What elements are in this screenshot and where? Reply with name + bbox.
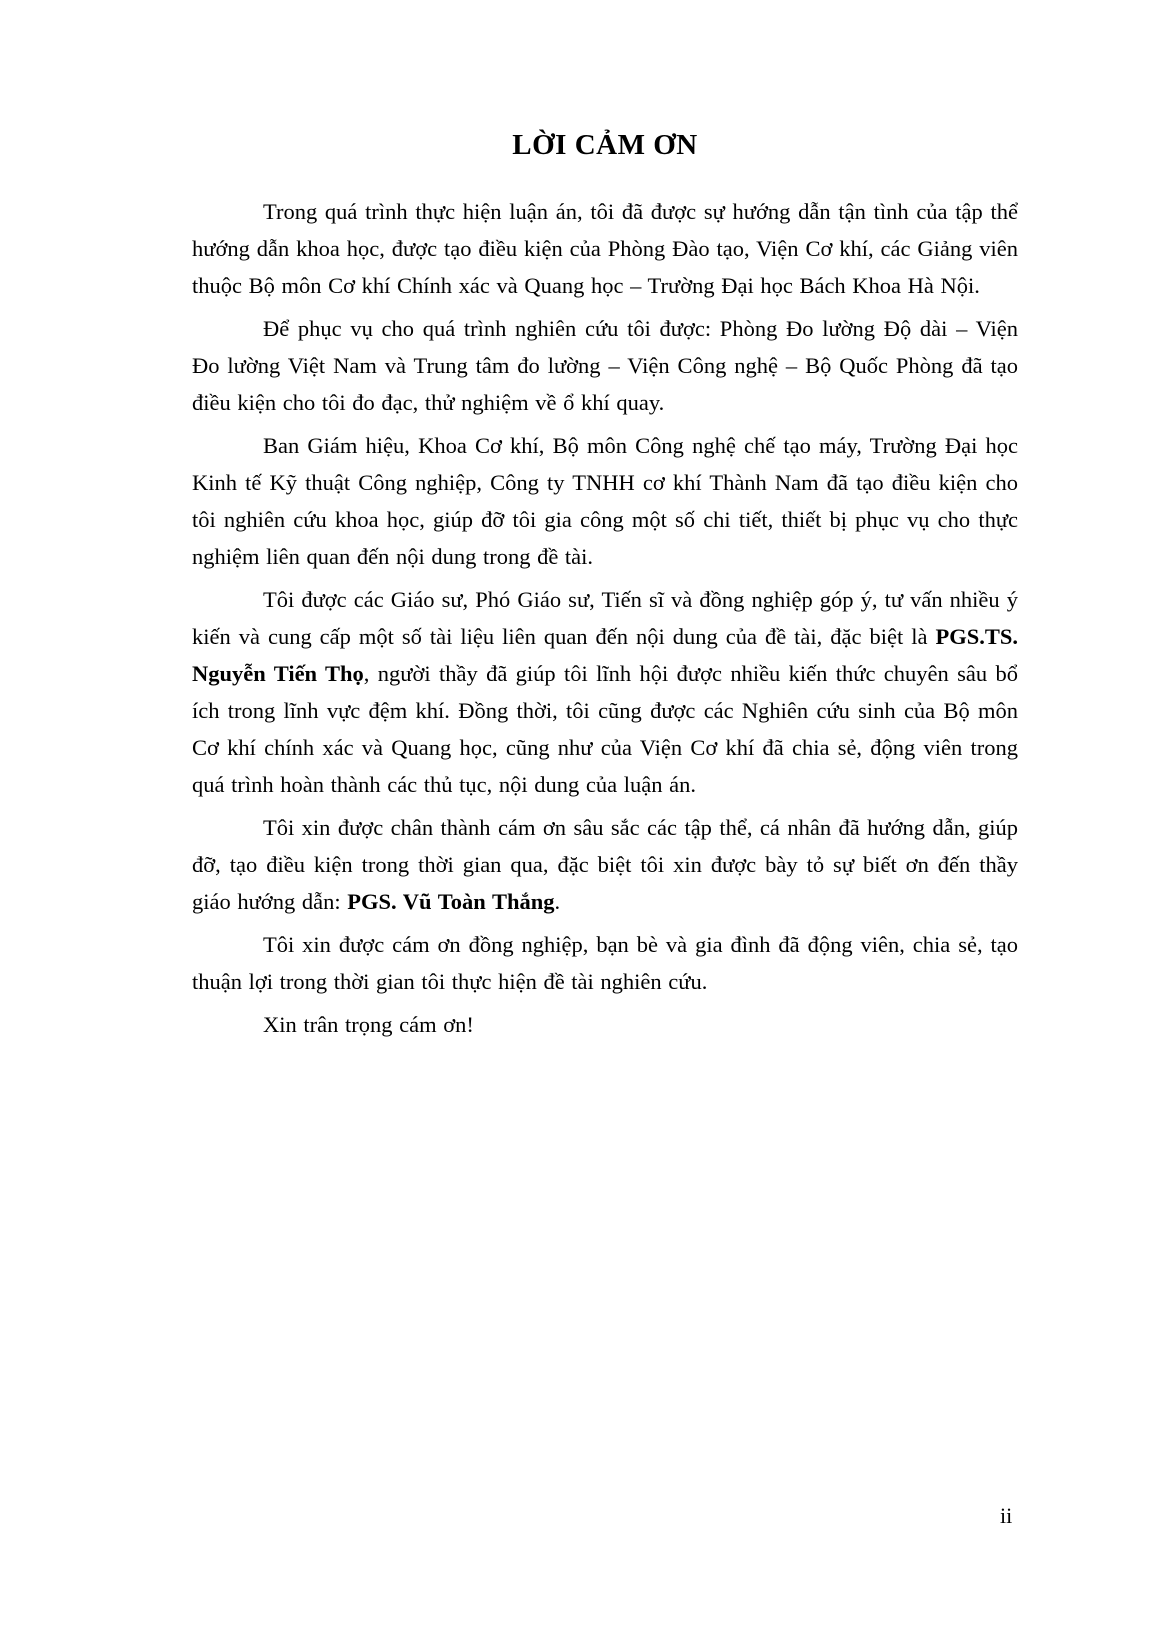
paragraph-text: Trong quá trình thực hiện luận án, tôi đã được sự hướng dẫn tận tình của tập thể hướng dẫn khoa học, được tạo điều kiện của Phòng Đào tạo, Viện Cơ khí, các Giảng viên thuộc Bộ môn Cơ khí Chính xác và Quang học – Trường Đại học Bách Khoa Hà Nội. bbox=[192, 199, 1025, 298]
paragraph-text: . bbox=[554, 889, 561, 914]
emphasized-name: PGS.TS. Nguyễn Tiến Thọ bbox=[192, 624, 1025, 686]
paragraph-text: Tôi xin được chân thành cám ơn sâu sắc các tập thể, cá nhân đã hướng dẫn, giúp đỡ, tạo điều kiện trong thời gian qua, đặc biệt tôi xin được bày tỏ sự biết ơn đến thầy giáo hướng dẫn: bbox=[192, 815, 1025, 914]
paragraph bbox=[192, 809, 1025, 920]
emphasized-name: PGS. Vũ Toàn Thắng bbox=[347, 889, 555, 914]
paragraph-text: Ban Giám hiệu, Khoa Cơ khí, Bộ môn Công nghệ chế tạo máy, Trường Đại học Kinh tế Kỹ thuật Công nghiệp, Công ty TNHH cơ khí Thành Nam đã tạo điều kiện cho tôi nghiên cứu khoa học, giúp đỡ tôi gia công một số chi tiết, thiết bị phục vụ cho thực nghiệm liên quan đến nội dung trong đề tài. bbox=[192, 433, 1025, 569]
paragraph bbox=[192, 193, 1025, 304]
paragraph bbox=[192, 581, 1025, 803]
paragraph-text: Xin trân trọng cám ơn! bbox=[263, 1012, 474, 1037]
paragraph-text: Tôi được các Giáo sư, Phó Giáo sư, Tiến sĩ và đồng nghiệp góp ý, tư vấn nhiều ý kiến và cung cấp một số tài liệu liên quan đến nội dung của đề tài, đặc biệt là bbox=[192, 587, 1025, 649]
paragraph-text: Tôi xin được cám ơn đồng nghiệp, bạn bè và gia đình đã động viên, chia sẻ, tạo thuận lợi trong thời gian tôi thực hiện đề tài nghiên cứu. bbox=[192, 932, 1025, 994]
paragraph bbox=[192, 926, 1025, 1000]
paragraph bbox=[192, 427, 1025, 575]
page-title: LỜI CẢM ƠN bbox=[512, 129, 698, 161]
paragraph-text: , người thầy đã giúp tôi lĩnh hội được nhiều kiến thức chuyên sâu bổ ích trong lĩnh vực đệm khí. Đồng thời, tôi cũng được các Nghiên cứu sinh của Bộ môn Cơ khí chính xác và Quang học, cũng như của Viện Cơ khí đã chia sẻ, động viên trong quá trình hoàn thành các thủ tục, nội dung của luận án. bbox=[192, 661, 1025, 797]
paragraph bbox=[192, 310, 1025, 421]
page-number: ii bbox=[1000, 1503, 1013, 1528]
closing-line bbox=[192, 1006, 1018, 1043]
text-block bbox=[192, 128, 1025, 1049]
paragraph-text: Để phục vụ cho quá trình nghiên cứu tôi được: Phòng Đo lường Độ dài – Viện Đo lường Việt Nam và Trung tâm đo lường – Viện Công nghệ – Bộ Quốc Phòng đã tạo điều kiện cho tôi đo đạc, thử nghiệm về ổ khí quay. bbox=[192, 316, 1025, 415]
